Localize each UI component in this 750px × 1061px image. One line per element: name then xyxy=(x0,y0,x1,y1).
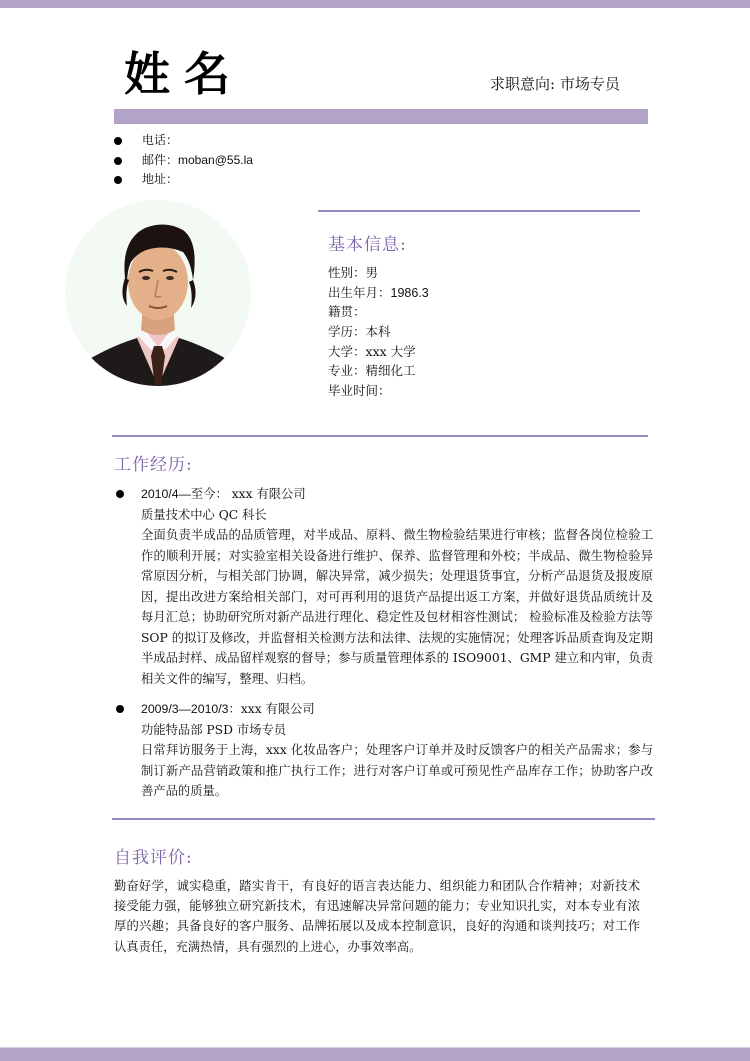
basic-info-university xyxy=(328,342,429,362)
contact-list xyxy=(114,131,253,190)
work-position: 质量技术中心 QC 科长 xyxy=(141,507,267,522)
basic-info-title: 基本信息: xyxy=(328,235,407,255)
basic-info-label: 专业： xyxy=(328,363,366,379)
contact-address-label: 地址： xyxy=(142,172,179,186)
portrait-photo xyxy=(65,200,251,386)
work-period: 2010/4—至今： xyxy=(141,487,228,501)
contact-phone xyxy=(114,131,253,151)
basic-info-divider xyxy=(318,210,640,212)
work-description: 日常拜访服务于上海，xxx 化妆品客户；处理客户订单并及时反馈客户的相关产品需求；参与制订新产品营销政策和推广执行工作；进行对客户订单或可预见性产品库存工作；协助客户改善产品的质量。 xyxy=(141,743,653,798)
header-accent-bar xyxy=(114,109,648,124)
bottom-accent-band xyxy=(0,1047,750,1061)
contact-address xyxy=(114,170,253,190)
bullet-icon xyxy=(114,137,122,145)
bullet-icon xyxy=(114,157,122,165)
contact-email-value[interactable]: moban@55.la xyxy=(178,152,253,167)
basic-info-hometown xyxy=(328,302,429,322)
work-entry-header xyxy=(141,484,653,505)
basic-info-value: 男 xyxy=(365,265,379,280)
basic-info-label: 出生年月： xyxy=(328,284,391,300)
work-entry xyxy=(114,699,654,802)
basic-info-label: 毕业时间： xyxy=(328,383,391,399)
self-evaluation-text: 勤奋好学，诚实稳重，踏实肯干，有良好的语言表达能力、组织能力和团队合作精神；对新技术接受能力强，能够独立研究新技术，有迅速解决异常问题的能力；专业知识扎实，对本专业有浓厚的兴趣；具备良好的客户服务、品牌拓展以及成本控制意识，良好的沟通和谈判技巧；对工作认真责任，充满热情，具有强烈的上进心，办事效率高。 xyxy=(114,879,640,954)
work-company: xxx 有限公司 xyxy=(240,702,315,716)
bullet-icon xyxy=(116,705,124,713)
basic-info-label: 大学： xyxy=(328,343,366,359)
bullet-icon xyxy=(114,176,122,184)
basic-info-value: 本科 xyxy=(365,324,391,340)
bullet-icon xyxy=(116,490,124,498)
contact-email xyxy=(114,151,253,171)
basic-info-label: 性别： xyxy=(328,265,366,280)
work-description: 全面负责半成品的品质管理，对半成品、原料、微生物检验结果进行审核；监督各岗位检验工作的顺利开展；对实验室相关设备进行维护、保养、监督管理和外校；半成品、微生物检验异常原因分析，与相关部门协调，解决异常，减少损失；处理退货事宜，分析产品退货及报废原因，提出改进方案给相关部门，对可再利用的退货产品提出返工方案，并做好退货品质统计及每月汇总；协助研究所对新产品进行理化、稳定性及包材相容性测试； 检验标准及检验方法等 SOP 的拟订及修改，并监督相关检测方法和法律、法规的实施情况；处理客诉品质查询及定期半成品封样、成品留样观察的督导；参与质量管理体系的 ISO9001、GMP 建立和内审，负责相关文件的编写，整理、归档。 xyxy=(141,528,653,686)
basic-info-gender xyxy=(328,263,429,283)
work-position: 功能特品部 PSD 市场专员 xyxy=(141,722,287,737)
basic-info-label: 籍贯： xyxy=(328,304,366,320)
basic-info-label: 学历： xyxy=(328,324,366,340)
basic-info-major xyxy=(328,361,429,381)
basic-info-list xyxy=(328,263,429,401)
resume-name-title: 姓名 xyxy=(124,47,244,101)
basic-info-education xyxy=(328,322,429,342)
job-intent: 求职意向: 市场专员 xyxy=(490,75,620,93)
work-experience-title: 工作经历: xyxy=(114,455,193,475)
self-evaluation-divider xyxy=(112,818,655,820)
self-evaluation-title: 自我评价: xyxy=(114,848,193,868)
work-company: xxx 有限公司 xyxy=(231,487,306,501)
work-period: 2009/3—2010/3： xyxy=(141,702,241,716)
basic-info-value: 1986.3 xyxy=(390,285,429,300)
contact-email-label: 邮件： xyxy=(142,152,179,167)
work-entry xyxy=(114,484,654,689)
contact-phone-label: 电话： xyxy=(142,133,179,147)
basic-info-graduation xyxy=(328,381,429,401)
basic-info-birth xyxy=(328,283,429,303)
basic-info-value: 精细化工 xyxy=(365,363,416,379)
top-accent-band xyxy=(0,0,750,8)
portrait-photo-icon xyxy=(65,200,251,386)
basic-info-value: xxx 大学 xyxy=(365,343,416,359)
work-divider xyxy=(112,435,648,437)
work-entry-header xyxy=(141,699,653,720)
